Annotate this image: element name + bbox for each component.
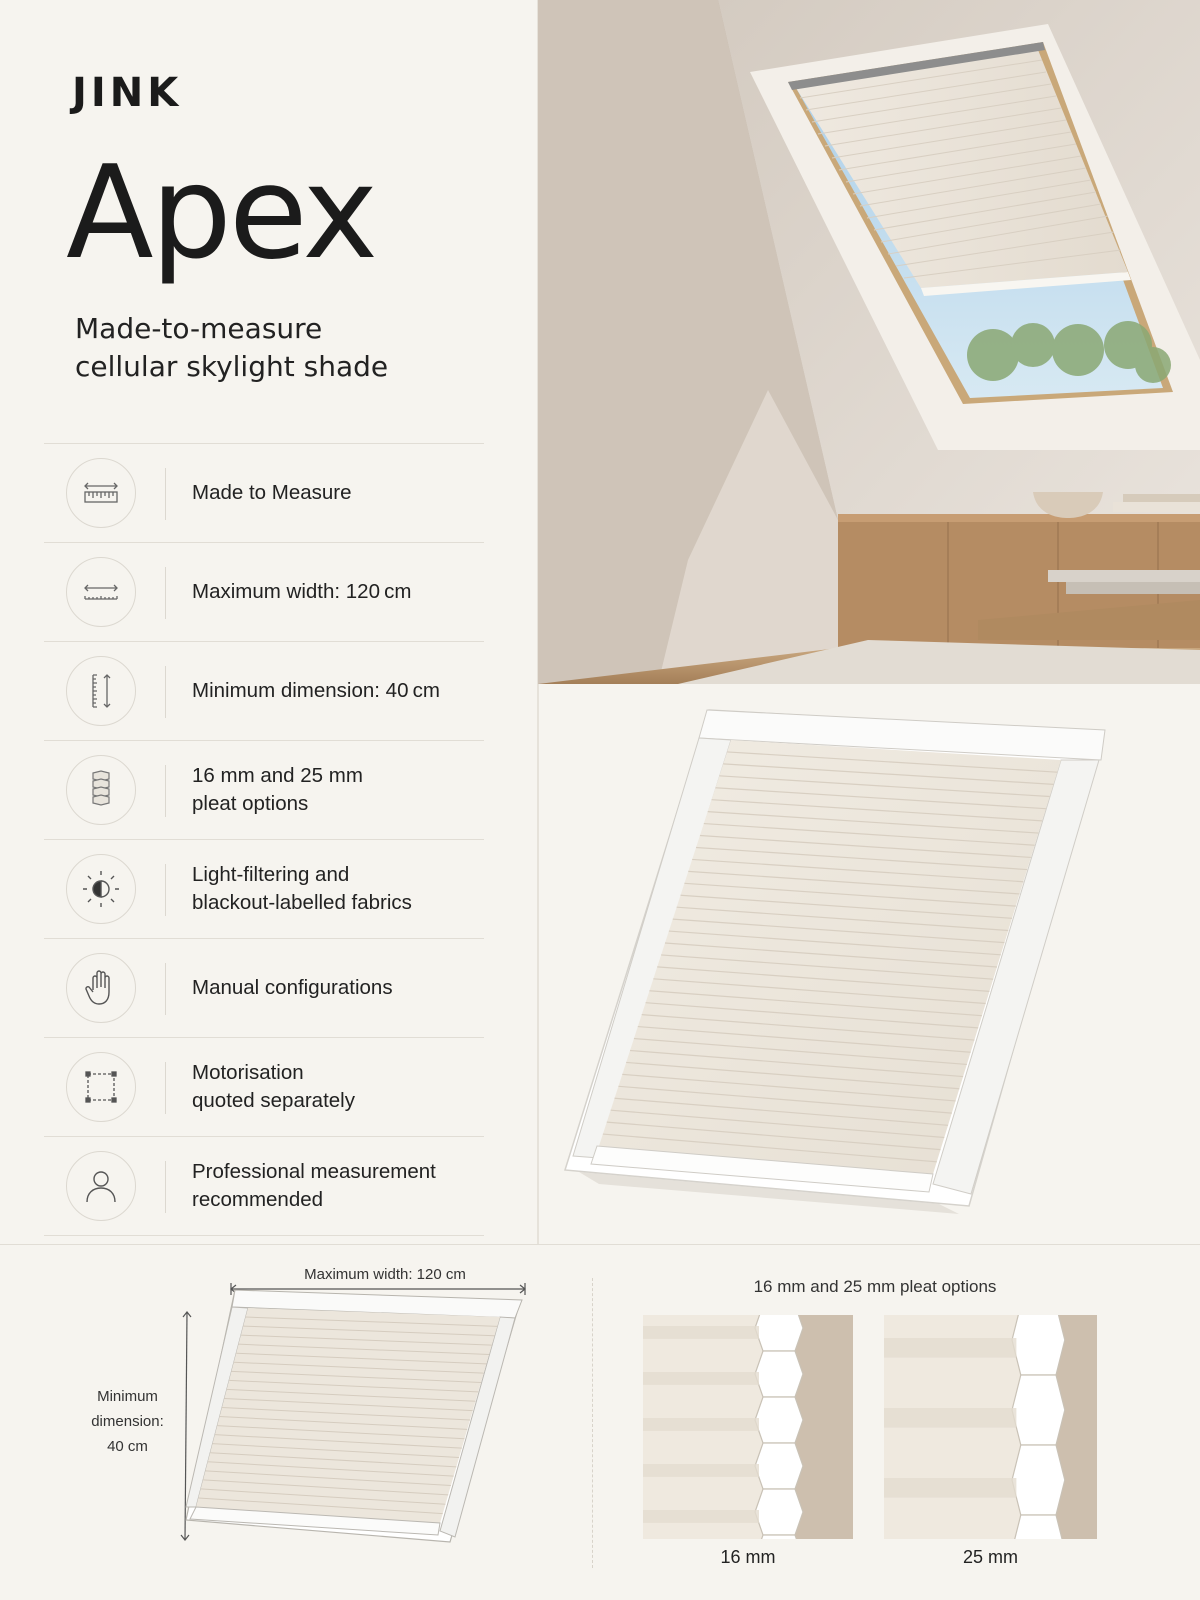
person-icon: [66, 1151, 136, 1221]
height-dimension-label: Minimum dimension: 40 cm: [91, 1388, 164, 1455]
product-subtitle: Made-to-measure cellular skylight shade: [75, 312, 389, 383]
width-arrow-icon: [66, 557, 136, 627]
feature-item: [44, 840, 484, 939]
feature-label: Made to Measure: [192, 481, 352, 504]
feature-label: 16 mm and 25 mm pleat options: [192, 764, 363, 815]
pleat-cells-icon: [66, 755, 136, 825]
product-title: Apex: [66, 139, 376, 288]
feature-item: [44, 1038, 484, 1137]
feature-label: Manual configurations: [192, 976, 393, 999]
feature-item: [44, 1137, 484, 1236]
light-sun-icon: [66, 854, 136, 924]
motor-frame-icon: [66, 1052, 136, 1122]
feature-label: Minimum dimension: 40 cm: [192, 679, 440, 702]
pleat-swatch-16mm: [643, 1315, 853, 1539]
product-render: [538, 684, 1200, 1245]
height-arrow-icon: [66, 656, 136, 726]
pleat-options-title: 16 mm and 25 mm pleat options: [753, 1277, 997, 1296]
pleat-caption-16mm: 16 mm: [720, 1547, 776, 1567]
pleat-swatch-25mm: [884, 1315, 1097, 1539]
feature-item: [44, 741, 484, 840]
feature-label: Light-filtering and blackout-labelled fabrics: [192, 863, 412, 914]
feature-item: [44, 543, 484, 642]
feature-list: [44, 443, 484, 1236]
room-photo: [538, 0, 1200, 684]
feature-label: Professional measurement recommended: [192, 1160, 436, 1211]
feature-label: Motorisation quoted separately: [192, 1061, 355, 1112]
brand-logo: JINK: [72, 70, 183, 116]
feature-label: Maximum width: 120 cm: [192, 580, 412, 603]
feature-item: [44, 939, 484, 1038]
pleat-caption-25mm: 25 mm: [962, 1547, 1018, 1567]
width-dimension-label: Maximum width: 120 cm: [304, 1266, 466, 1283]
feature-item: [44, 642, 484, 741]
ruler-icon: [66, 458, 136, 528]
hand-icon: [66, 953, 136, 1023]
feature-item: [44, 444, 484, 543]
info-panel: [0, 0, 538, 1245]
